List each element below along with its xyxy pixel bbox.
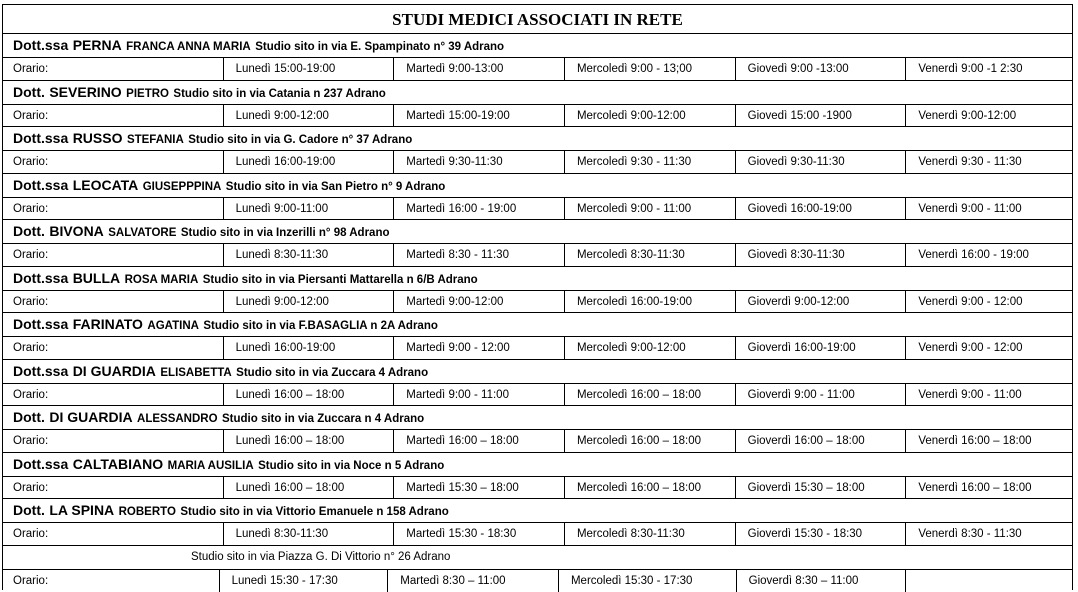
- hours-thursday: Gioverdì 8:30 – 11:00: [736, 570, 906, 592]
- doctor-entry: [3, 174, 1072, 221]
- hours-wednesday: Mercoledì 9:00 - 11:00: [564, 198, 735, 220]
- hours-monday: Lunedì 15:30 - 17:30: [219, 570, 388, 592]
- hours-label: Orario:: [3, 291, 223, 313]
- doctor-title: Dott.ssa: [13, 37, 68, 53]
- hours-thursday: Gioverdì 16:00 – 18:00: [735, 430, 906, 452]
- doctor-title: Dott.ssa: [13, 270, 68, 286]
- hours-wednesday: Mercoledì 9:30 - 11:30: [564, 151, 735, 173]
- studio-address: Studio sito in via Noce n 5 Adrano: [258, 460, 444, 472]
- doctor-title: Dott.ssa: [13, 456, 68, 472]
- hours-monday: Lunedì 16:00-19:00: [223, 151, 394, 173]
- doctor-entry: [3, 406, 1072, 453]
- doctor-header: [3, 127, 1072, 150]
- doctor-given-name: AGATINA: [147, 320, 199, 332]
- doctor-entry: [3, 360, 1072, 407]
- doctor-title: Dott.: [13, 84, 45, 100]
- doctor-given-name: ROSA MARIA: [125, 274, 199, 286]
- hours-friday: Venerdì 9:00-12:00: [905, 105, 1072, 127]
- hours-monday: Lunedì 16:00 – 18:00: [223, 477, 394, 499]
- doctor-entry: [3, 127, 1072, 174]
- studio-address: Studio sito in via Zuccara n 4 Adrano: [222, 413, 424, 425]
- doctor-surname: FARINATO: [73, 316, 143, 332]
- hours-monday: Lunedì 16:00 – 18:00: [223, 430, 394, 452]
- doctor-header: [3, 174, 1072, 197]
- doctor-surname: SEVERINO: [49, 84, 121, 100]
- hours-wednesday: Mercoledì 16:00 – 18:00: [564, 477, 735, 499]
- doctor-title: Dott.ssa: [13, 363, 68, 379]
- hours-friday: Venerdì 9:00 - 11:00: [905, 198, 1072, 220]
- doctor-header: [3, 313, 1072, 336]
- hours-thursday: Giovedì 15:00 -1900: [735, 105, 906, 127]
- hours-row: [3, 150, 1072, 174]
- hours-friday: Venerdì 16:00 – 18:00: [905, 477, 1072, 499]
- hours-tuesday: Martedì 9:00 - 12:00: [393, 337, 564, 359]
- hours-friday: Venerdì 9:00 -1 2:30: [905, 58, 1072, 80]
- doctor-entry: [3, 453, 1072, 500]
- hours-monday: Lunedì 9:00-12:00: [223, 105, 394, 127]
- hours-row: [3, 290, 1072, 314]
- hours-friday: Venerdì 9:00 - 12:00: [905, 337, 1072, 359]
- hours-wednesday: Mercoledì 16:00 – 18:00: [564, 430, 735, 452]
- hours-row: [3, 476, 1072, 500]
- doctor-surname: DI GUARDIA: [73, 363, 156, 379]
- hours-friday: Venerdì 9:00 - 11:00: [905, 384, 1072, 406]
- hours-friday: Venerdì 16:00 – 18:00: [905, 430, 1072, 452]
- hours-wednesday: Mercoledì 8:30-11:30: [564, 244, 735, 266]
- hours-label: Orario:: [3, 244, 223, 266]
- doctor-header: [3, 81, 1072, 104]
- doctor-surname: RUSSO: [73, 130, 123, 146]
- doctor-header: [3, 267, 1072, 290]
- hours-tuesday: Martedì 9:00 - 11:00: [393, 384, 564, 406]
- hours-thursday: Giovedì 9:00 -13:00: [735, 58, 906, 80]
- doctor-header: [3, 360, 1072, 383]
- hours-friday: Venerdì 8:30 - 11:30: [905, 523, 1072, 545]
- hours-tuesday: Martedì 16:00 – 18:00: [393, 430, 564, 452]
- studio-address: Studio sito in via Piersanti Mattarella n 6/B Adrano: [203, 274, 478, 286]
- hours-monday: Lunedì 9:00-11:00: [223, 198, 394, 220]
- hours-thursday: Gioverdì 9:00-12:00: [735, 291, 906, 313]
- hours-label: Orario:: [3, 384, 223, 406]
- doctor-title: Dott.: [13, 502, 45, 518]
- doctor-given-name: ALESSANDRO: [137, 413, 218, 425]
- studio-address: Studio sito in via Inzerilli n° 98 Adrano: [181, 227, 390, 239]
- hours-monday: Lunedì 9:00-12:00: [223, 291, 394, 313]
- extra-studio-block: [3, 546, 1072, 592]
- doctor-given-name: GIUSEPPPINA: [143, 181, 222, 193]
- hours-label: Orario:: [3, 477, 223, 499]
- hours-friday: [905, 570, 1072, 592]
- hours-label: Orario:: [3, 105, 223, 127]
- hours-label: Orario:: [3, 523, 223, 545]
- hours-tuesday: Martedì 15:00-19:00: [393, 105, 564, 127]
- hours-wednesday: Mercoledì 16:00-19:00: [564, 291, 735, 313]
- hours-label: Orario:: [3, 337, 223, 359]
- page-title: STUDI MEDICI ASSOCIATI IN RETE: [3, 4, 1072, 34]
- hours-thursday: Giovedì 16:00-19:00: [735, 198, 906, 220]
- studio-address: Studio sito in via E. Spampinato n° 39 Adrano: [255, 41, 504, 53]
- doctor-title: Dott.: [13, 409, 45, 425]
- doctor-surname: BULLA: [73, 270, 120, 286]
- doctor-surname: BIVONA: [49, 223, 103, 239]
- doctor-entry: [3, 34, 1072, 81]
- doctor-given-name: ROBERTO: [119, 506, 176, 518]
- hours-monday: Lunedì 8:30-11:30: [223, 523, 394, 545]
- studio-address: Studio sito in via F.BASAGLIA n 2A Adrano: [203, 320, 437, 332]
- hours-tuesday: Martedì 9:30-11:30: [393, 151, 564, 173]
- doctor-surname: DI GUARDIA: [49, 409, 132, 425]
- doctor-entry: [3, 499, 1072, 546]
- hours-tuesday: Martedì 9:00-12:00: [393, 291, 564, 313]
- doctor-given-name: PIETRO: [126, 88, 169, 100]
- hours-monday: Lunedì 15:00-19:00: [223, 58, 394, 80]
- doctor-surname: CALTABIANO: [73, 456, 163, 472]
- hours-tuesday: Martedì 15:30 – 18:00: [393, 477, 564, 499]
- hours-tuesday: Martedì 8:30 - 11:30: [393, 244, 564, 266]
- hours-friday: Venerdì 9:00 - 12:00: [905, 291, 1072, 313]
- hours-row: [3, 243, 1072, 267]
- hours-friday: Venerdì 16:00 - 19:00: [905, 244, 1072, 266]
- hours-wednesday: Mercoledì 16:00 – 18:00: [564, 384, 735, 406]
- hours-thursday: Giovedì 9:30-11:30: [735, 151, 906, 173]
- hours-thursday: Gioverdì 16:00-19:00: [735, 337, 906, 359]
- hours-row: [3, 197, 1072, 221]
- hours-thursday: Giovedì 8:30-11:30: [735, 244, 906, 266]
- hours-label: Orario:: [3, 198, 223, 220]
- doctor-entry: [3, 313, 1072, 360]
- doctor-given-name: ELISABETTA: [160, 367, 231, 379]
- hours-monday: Lunedì 8:30-11:30: [223, 244, 394, 266]
- hours-wednesday: Mercoledì 8:30-11:30: [564, 523, 735, 545]
- hours-monday: Lunedì 16:00 – 18:00: [223, 384, 394, 406]
- hours-monday: Lunedì 16:00-19:00: [223, 337, 394, 359]
- studio-address: Studio sito in via Zuccara 4 Adrano: [236, 367, 428, 379]
- doctor-given-name: FRANCA ANNA MARIA: [126, 41, 251, 53]
- hours-label: Orario:: [3, 58, 223, 80]
- hours-label: Orario:: [3, 430, 223, 452]
- hours-wednesday: Mercoledì 9:00-12:00: [564, 105, 735, 127]
- doctor-surname: PERNA: [73, 37, 122, 53]
- doctor-header: [3, 220, 1072, 243]
- doctor-given-name: SALVATORE: [108, 227, 176, 239]
- doctor-entry: [3, 220, 1072, 267]
- doctor-title: Dott.ssa: [13, 316, 68, 332]
- doctor-entry: [3, 81, 1072, 128]
- hours-thursday: Gioverdì 9:00 - 11:00: [735, 384, 906, 406]
- studio-address: Studio sito in via Catania n 237 Adrano: [173, 88, 385, 100]
- doctor-title: Dott.ssa: [13, 130, 68, 146]
- studio-address: Studio sito in via San Pietro n° 9 Adrano: [226, 181, 446, 193]
- doctor-header: [3, 499, 1072, 522]
- studio-address: Studio sito in via Vittorio Emanuele n 158 Adrano: [180, 506, 448, 518]
- hours-tuesday: Martedì 8:30 – 11:00: [387, 570, 558, 592]
- doctor-title: Dott.: [13, 223, 45, 239]
- hours-wednesday: Mercoledì 15:30 - 17:30: [558, 570, 736, 592]
- doctor-list: [3, 34, 1072, 546]
- schedule-sheet: [2, 4, 1073, 590]
- studio-address: Studio sito in via G. Cadore n° 37 Adrano: [188, 134, 412, 146]
- doctor-surname: LEOCATA: [73, 177, 139, 193]
- hours-row: [3, 522, 1072, 546]
- doctor-given-name: STEFANIA: [127, 134, 184, 146]
- hours-tuesday: Martedì 15:30 - 18:30: [393, 523, 564, 545]
- hours-friday: Venerdì 9:30 - 11:30: [905, 151, 1072, 173]
- doctor-header: [3, 34, 1072, 57]
- doctor-header: [3, 406, 1072, 429]
- hours-tuesday: Martedì 9:00-13:00: [393, 58, 564, 80]
- hours-label: Orario:: [3, 151, 223, 173]
- hours-label: Orario:: [3, 570, 219, 592]
- hours-row: [3, 104, 1072, 128]
- hours-row: [3, 383, 1072, 407]
- doctor-header: [3, 453, 1072, 476]
- doctor-surname: LA SPINA: [49, 502, 114, 518]
- hours-row: [3, 429, 1072, 453]
- hours-row: [3, 336, 1072, 360]
- hours-row: [3, 57, 1072, 81]
- hours-thursday: Gioverdì 15:30 - 18:30: [735, 523, 906, 545]
- doctor-given-name: MARIA AUSILIA: [168, 460, 254, 472]
- hours-wednesday: Mercoledì 9:00 - 13;00: [564, 58, 735, 80]
- hours-thursday: Gioverdì 15:30 – 18:00: [735, 477, 906, 499]
- doctor-title: Dott.ssa: [13, 177, 68, 193]
- extra-hours-row: [3, 569, 1072, 592]
- hours-wednesday: Mercoledì 9:00-12:00: [564, 337, 735, 359]
- hours-tuesday: Martedì 16:00 - 19:00: [393, 198, 564, 220]
- extra-studio-address: Studio sito in via Piazza G. Di Vittorio n° 26 Adrano: [3, 546, 1072, 569]
- doctor-entry: [3, 267, 1072, 314]
